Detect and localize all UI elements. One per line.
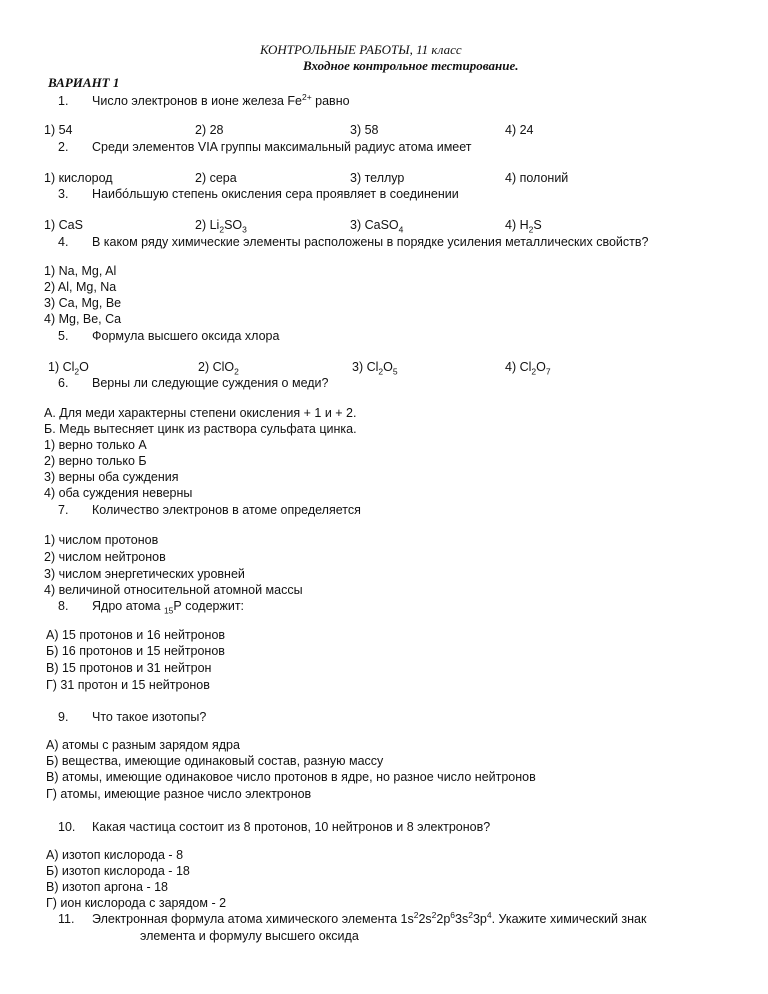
q8-option-d: Г) 31 протон и 15 нейтронов [46,678,210,692]
question-5-text: Формула высшего оксида хлора [92,329,280,343]
q4-option-2: 2) Al, Mg, Na [44,280,117,294]
variant-heading: ВАРИАНТ 1 [48,75,120,90]
q6-statement-a: А. Для меди характерны степени окисления + 1 и + 2. [44,406,357,420]
q1-option-1: 1) 54 [44,123,73,137]
q4-option-3: 3) Ca, Mg, Be [44,296,122,310]
q9-option-b: Б) вещества, имеющие одинаковый состав, разную массу [46,754,384,768]
question-6-text: Верны ли следующие суждения о меди? [92,376,329,390]
q1-option-4: 4) 24 [505,123,534,137]
q7-option-4: 4) величиной относительной атомной массы [44,583,303,597]
q6-option-2: 2) верно только Б [44,454,147,468]
q10-option-d: Г) ион кислорода с зарядом - 2 [46,896,227,910]
q7-option-1: 1) числом протонов [44,533,159,547]
q10-option-c: В) изотоп аргона - 18 [46,880,169,894]
q3-option-3: 3) CaSO$_4$ [350,218,404,235]
q2-option-2: 2) сера [195,171,237,185]
q9-option-d: Г) атомы, имеющие разное число электронов [46,787,312,801]
q5-option-3: 3) $Cl_2O_5$ [352,360,398,377]
page-subtitle: Входное контрольное тестирование. [303,58,519,73]
q2-option-3: 3) теллур [350,171,405,185]
q8-option-a: А) 15 протонов и 16 нейтронов [46,628,226,642]
page-title: КОНТРОЛЬНЫЕ РАБОТЫ, 11 класс [260,42,462,57]
question-11-number: 11. [58,912,75,926]
q6-option-1: 1) верно только А [44,438,147,452]
question-4-number: 4. [58,235,69,249]
question-3-text: Наибо́льшую степень окисления сера проявляет в соединении [92,187,459,201]
question-3-number: 3. [58,187,69,201]
question-6-number: 6. [58,376,69,390]
q10-option-a: А) изотоп кислорода - 8 [46,848,184,862]
question-9-text: Что такое изотопы? [92,710,207,724]
q5-option-2: 2) ClO$_2$ [198,360,239,377]
q5-option-1: 1) $Cl_2O$ [48,360,89,377]
q7-option-2: 2) числом нейтронов [44,550,166,564]
question-8-number: 8. [58,599,69,613]
q4-option-4: 4) Mg, Be, Ca [44,312,122,326]
q2-option-4: 4) полоний [505,171,569,185]
question-4-text: В каком ряду химические элементы расположены в порядке усиления металлических свойств? [92,235,649,249]
q8-option-c: В) 15 протонов и 31 нейтрон [46,661,212,675]
q9-option-c: В) атомы, имеющие одинаковое число протонов в ядре, но разное число нейтронов [46,770,536,784]
question-7-text: Количество электронов в атоме определяется [92,503,361,517]
question-1-text: Число электронов в ионе железа $Fe^{2+}$ равно [92,91,350,108]
q3-option-1: 1) CaS [44,218,83,232]
q8-option-b: Б) 16 протонов и 15 нейтронов [46,644,225,658]
q7-option-3: 3) числом энергетических уровней [44,567,245,581]
question-11-text: Электронная формула атома химического элемента $1s^22s^22p^63s^23p^4$. Укажите химический знак [92,909,647,926]
question-2-number: 2. [58,140,69,154]
q10-option-b: Б) изотоп кислорода - 18 [46,864,190,878]
question-11-text-line2: элемента и формулу высшего оксида [140,929,359,943]
q1-option-2: 2) 28 [195,123,224,137]
question-1-number: 1. [58,94,69,108]
q2-option-1: 1) кислород [44,171,113,185]
q3-option-2: 2) $Li_2SO_3$ [195,218,247,235]
q9-option-a: А) атомы с разным зарядом ядра [46,738,240,752]
q1-option-3: 3) 58 [350,123,379,137]
question-7-number: 7. [58,503,69,517]
q6-statement-b: Б. Медь вытесняет цинк из раствора сульфата цинка. [44,422,357,436]
question-10-number: 10. [58,820,76,834]
question-5-number: 5. [58,329,69,343]
q6-option-4: 4) оба суждения неверны [44,486,193,500]
q4-option-1: 1) Na, Mg, Al [44,264,117,278]
q5-option-4: 4) $Cl_2O_7$ [505,360,551,377]
question-8-text: Ядро атома $_{15}$Р содержит: [92,599,245,616]
q6-option-3: 3) верны оба суждения [44,470,179,484]
question-10-text: Какая частица состоит из 8 протонов, 10 нейтронов и 8 электронов? [92,820,491,834]
question-9-number: 9. [58,710,69,724]
question-2-text: Среди элементов VIA группы максимальный радиус атома имеет [92,140,472,154]
q3-option-4: 4) $H_2S$ [505,218,542,235]
